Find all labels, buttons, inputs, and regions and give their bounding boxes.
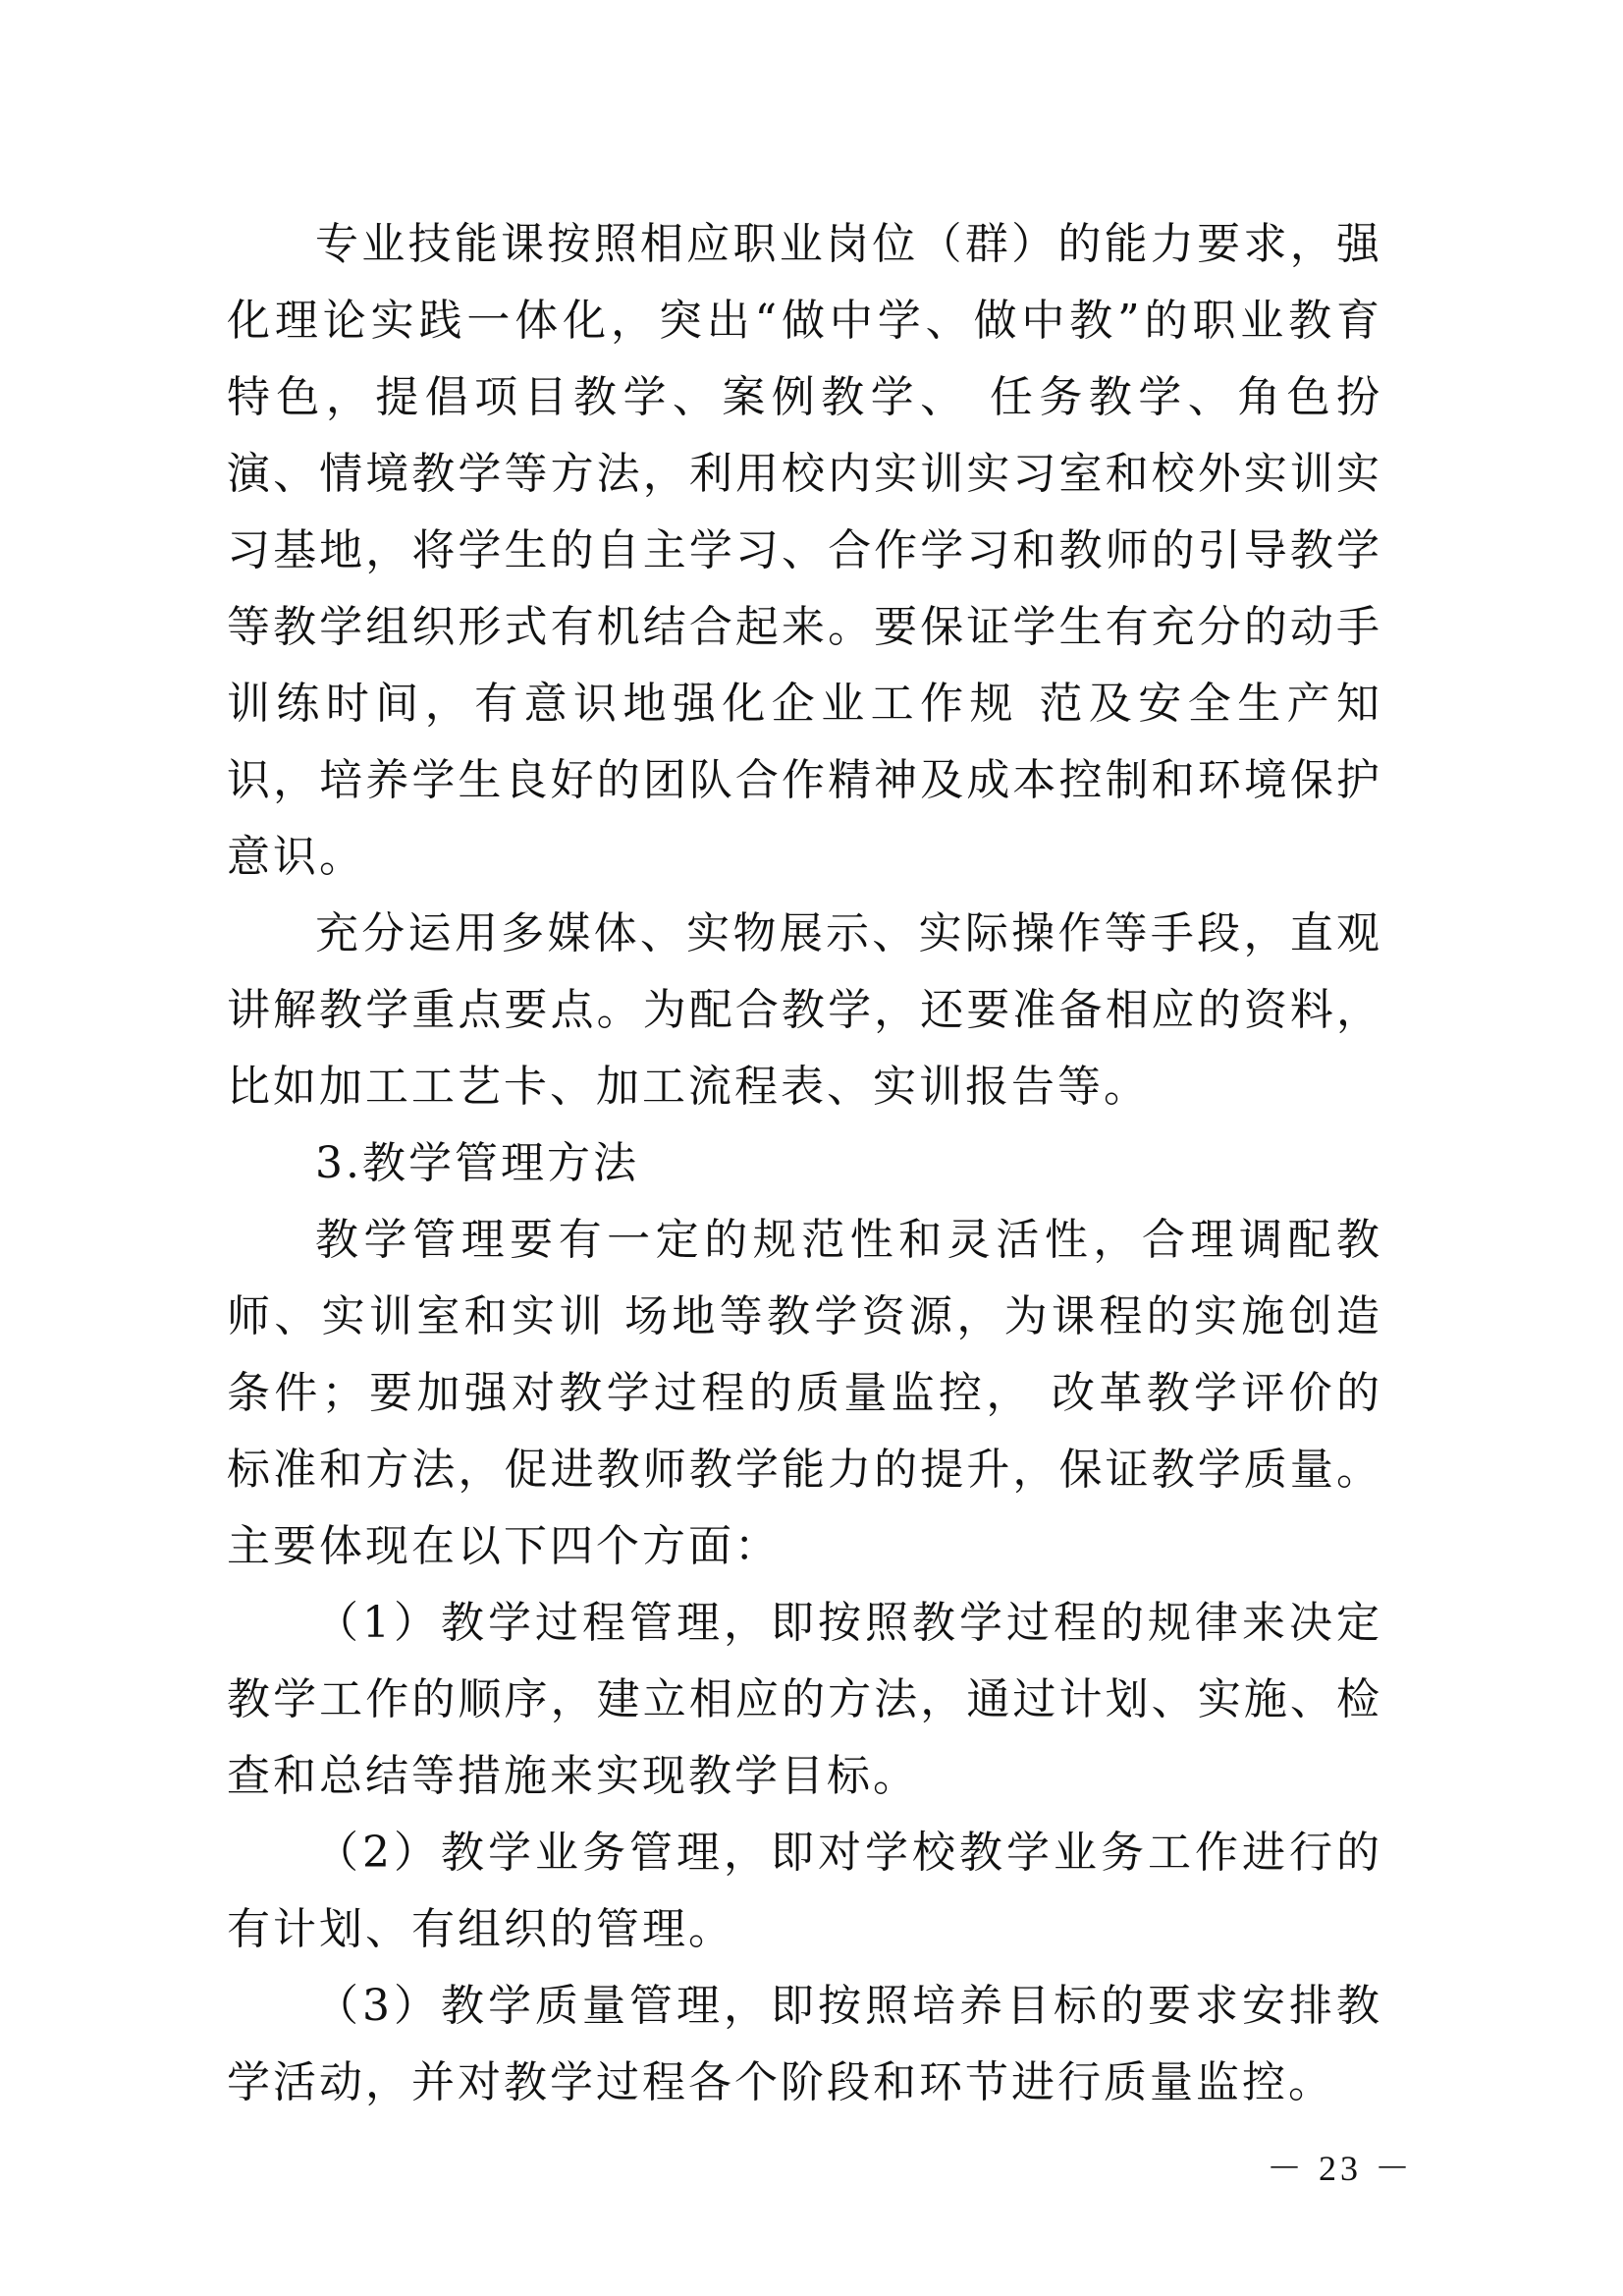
section-heading-teaching-management: 3.教学管理方法: [315, 1138, 639, 1188]
list-item-business-management: （2）教学业务管理，即对学校教学业务工作进行的有计划、有组织的管理。: [227, 1828, 1382, 1954]
paragraph-multimedia: 充分运用多媒体、实物展示、实际操作等手段，直观讲解教学重点要点。为配合教学，还要准备相应的资料，比如加工工艺卡、加工流程表、实训报告等。: [227, 908, 1382, 1112]
list-item-quality-management: （3）教学质量管理，即按照培养目标的要求安排教学活动，并对教学过程各个阶段和环节进行质量监控。: [227, 1981, 1382, 2107]
document-body: [227, 206, 1382, 2121]
paragraph-management-overview: 教学管理要有一定的规范性和灵活性，合理调配教师、实训室和实训 场地等教学资源，为课程的实施创造条件；要加强对教学过程的质量监控， 改革教学评价的标准和方法，促进教师教学能力的提升，保证教学质量。主要体现在以下四个方面：: [227, 1215, 1382, 1571]
page-number: － 23 －: [1267, 2149, 1415, 2188]
list-item-process-management: （1）教学过程管理，即按照教学过程的规律来决定教学工作的顺序，建立相应的方法，通过计划、实施、检查和总结等措施来实现教学目标。: [227, 1598, 1382, 1801]
paragraph-skills-course: 专业技能课按照相应职业岗位（群）的能力要求，强化理论实践一体化，突出“做中学、做中教”的职业教育特色，提倡项目教学、案例教学、 任务教学、角色扮演、情境教学等方法，利用校内实训实习室和校外实训实 习基地，将学生的自主学习、合作学习和教师的引导教学等教学组织形式有机结合起来。要保证学生有充分的动手训练时间，有意识地强化企业工作规 范及安全生产知识，培养学生良好的团队合作精神及成本控制和环境保护意识。: [227, 219, 1382, 882]
